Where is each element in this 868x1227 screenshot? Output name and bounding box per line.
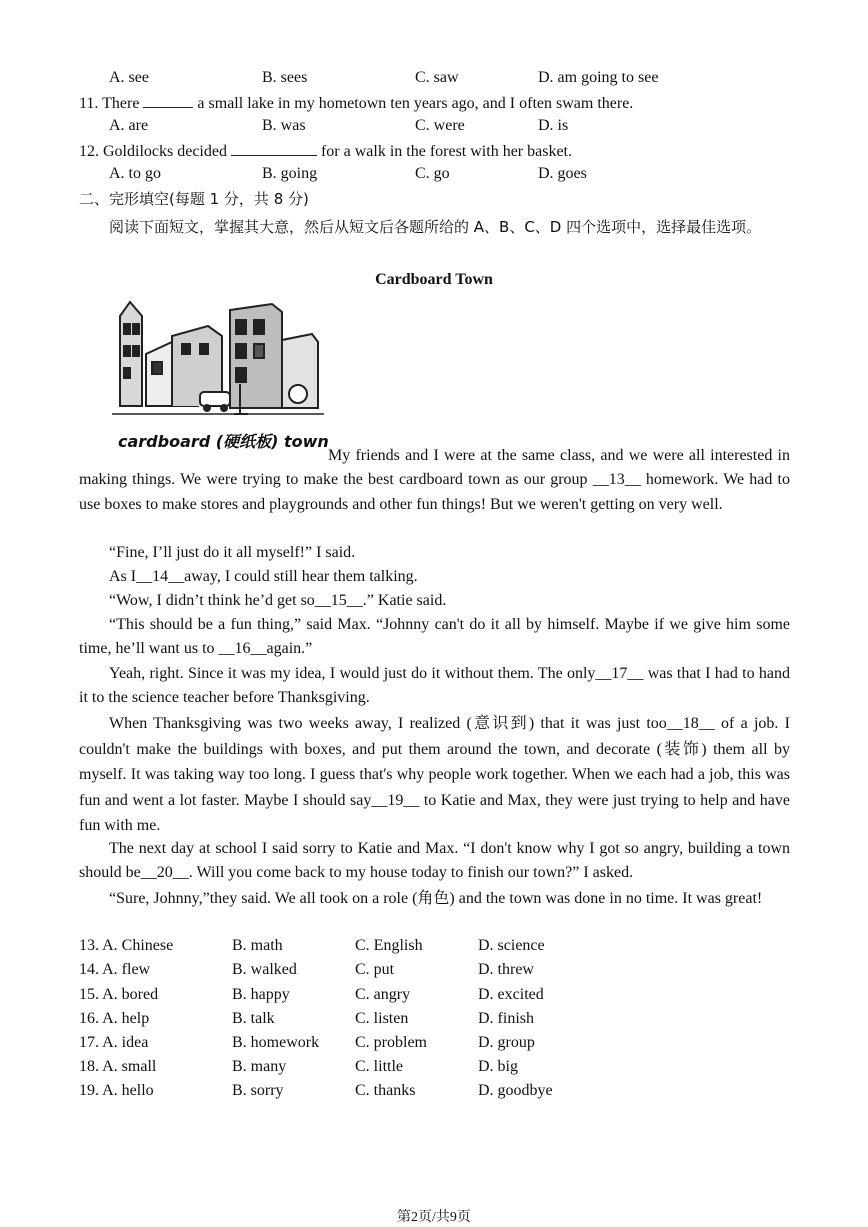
cloze-18-option-d: D. big — [478, 1058, 518, 1075]
q10-option-b: B. sees — [262, 69, 308, 86]
q12-option-b: B. going — [262, 165, 318, 182]
section-instruction: 阅读下面短文，掌握其大意，然后从短文后各题所给的 A、B、C、D 四个选项中，选择最佳选项。 — [109, 218, 762, 236]
passage-paragraph-4: “Wow, I didn’t think he’d get so__15__.” Katie said. — [109, 592, 447, 609]
section-heading: 二、完形填空(每题 1 分，共 8 分) — [79, 190, 309, 208]
cloze-16-option-a: 16. A. help — [79, 1010, 150, 1027]
passage-paragraph-5: “This should be a fun thing,” said Max. “Johnny can't do it all by himself. Maybe if we give him some time, he’ll want us to __16__again.” — [79, 616, 790, 658]
cloze-16-option-b: B. talk — [232, 1010, 275, 1027]
q12-option-c: C. go — [415, 165, 450, 182]
cloze-18-option-a: 18. A. small — [79, 1058, 157, 1075]
cloze-17-option-d: D. group — [478, 1034, 535, 1051]
cloze-14-option-d: D. threw — [478, 961, 534, 978]
q11-option-b: B. was — [262, 117, 306, 134]
passage-paragraph-1: My friends and I were at the same class, and we were all interested in making things. We were trying to make the best cardboard town as our group __13__ homework. We had to use boxes to make stores and playgrounds and other fun things! But we weren't getting on very well. — [79, 447, 790, 513]
q11-stem-post: a small lake in my hometown ten years ago, and I often swam there. — [197, 95, 634, 112]
q11-stem — [79, 92, 633, 114]
cloze-17-option-c: C. problem — [355, 1034, 427, 1051]
cloze-13-option-c: C. English — [355, 937, 423, 954]
q12-stem — [79, 140, 572, 162]
cloze-13-option-b: B. math — [232, 937, 283, 954]
cloze-18-option-c: C. little — [355, 1058, 403, 1075]
cloze-16-option-d: D. finish — [478, 1010, 534, 1027]
cloze-14-option-b: B. walked — [232, 961, 297, 978]
q11-blank — [143, 92, 193, 108]
page-number-footer: 第2页/共9页 — [397, 1210, 471, 1225]
q11-option-d: D. is — [538, 117, 569, 134]
passage-paragraph-9: “Sure, Johnny,”they said. We all took on a role (角色) and the town was done in no time. It was great! — [109, 890, 763, 907]
q11-option-c: C. were — [415, 117, 465, 134]
cloze-13-option-d: D. science — [478, 937, 545, 954]
q12-blank — [231, 140, 317, 156]
cardboard-town-illustration — [112, 296, 329, 456]
passage-paragraph-7: When Thanksgiving was two weeks away, I realized (意识到) that it was just too__18__ of a job. I couldn't make the buildings with boxes, and put them around the town, and decorate (装饰) them all by myself. It was taking way too long. I guess that's why people work together. When we each had a job, this was fun and went a lot faster. Maybe I should say__19__ to Katie and Max, they were just trying to help and have fun with me. — [79, 715, 790, 834]
passage-paragraph-6: Yeah, right. Since it was my idea, I would just do it without them. The only__17__ was that I had to hand it to the science teacher before Thanksgiving. — [79, 665, 790, 707]
cloze-15-option-c: C. angry — [355, 986, 411, 1003]
cloze-15-option-a: 15. A. bored — [79, 986, 159, 1003]
passage-paragraph-2: “Fine, I’ll just do it all myself!” I said. — [109, 544, 356, 561]
image-caption: cardboard (硬纸板) town — [118, 432, 329, 451]
cloze-15-option-d: D. excited — [478, 986, 544, 1003]
cloze-19-option-a: 19. A. hello — [79, 1082, 154, 1099]
cloze-14-option-a: 14. A. flew — [79, 961, 151, 978]
cloze-15-option-b: B. happy — [232, 986, 290, 1003]
q11-option-a: A. are — [109, 117, 149, 134]
q12-option-d: D. goes — [538, 165, 587, 182]
cloze-19-option-b: B. sorry — [232, 1082, 284, 1099]
cloze-17-option-b: B. homework — [232, 1034, 320, 1051]
cloze-19-option-d: D. goodbye — [478, 1082, 553, 1099]
cloze-16-option-c: C. listen — [355, 1010, 409, 1027]
passage-paragraph-3: As I__14__away, I could still hear them talking. — [109, 568, 418, 585]
cloze-14-option-c: C. put — [355, 961, 395, 978]
q11-stem-pre: 11. There — [79, 95, 140, 112]
cloze-13-option-a: 13. A. Chinese — [79, 937, 174, 954]
q12-option-a: A. to go — [109, 165, 161, 182]
q10-option-c: C. saw — [415, 69, 459, 86]
q10-option-a: A. see — [109, 69, 149, 86]
cloze-17-option-a: 17. A. idea — [79, 1034, 149, 1051]
passage-title: Cardboard Town — [375, 271, 493, 288]
q12-stem-post: for a walk in the forest with her basket. — [320, 143, 572, 160]
cloze-18-option-b: B. many — [232, 1058, 287, 1075]
q12-stem-pre: 12. Goldilocks decided — [79, 143, 227, 160]
q10-option-d: D. am going to see — [538, 69, 659, 86]
cloze-19-option-c: C. thanks — [355, 1082, 416, 1099]
passage-paragraph-8: The next day at school I said sorry to Katie and Max. “I don't know why I got so angry, building a town should be__20__. Will you come back to my house today to finish our town?” I asked. — [79, 840, 790, 882]
